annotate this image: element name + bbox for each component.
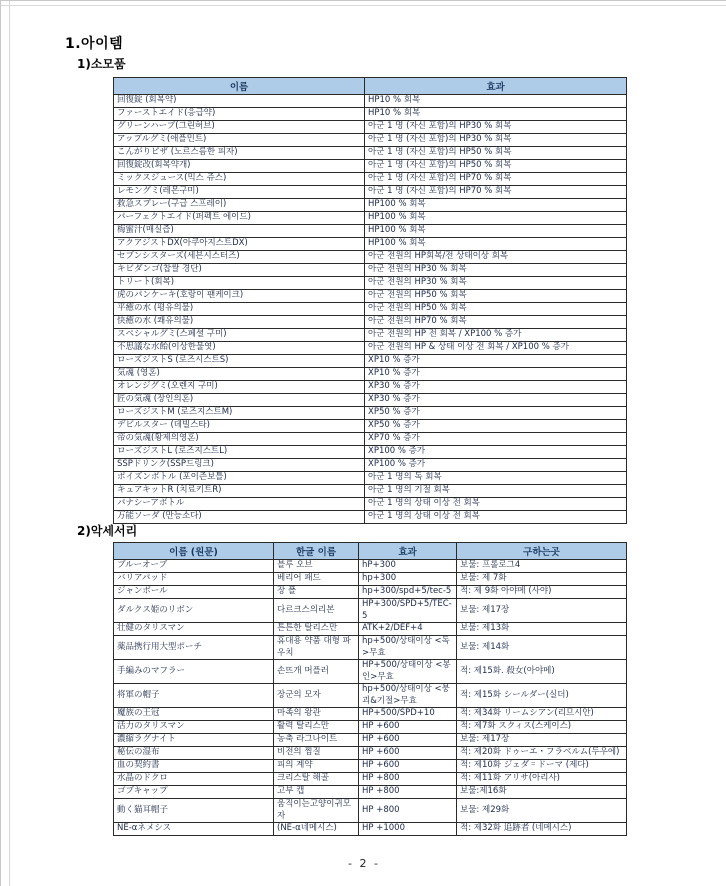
table-cell: ダルクス姫のリボン xyxy=(114,599,274,623)
table-row xyxy=(114,799,627,823)
table-cell: 아군 전원의 HP30 % 회복 xyxy=(365,264,627,277)
table-row xyxy=(114,316,627,329)
table-row xyxy=(114,394,627,407)
table-row xyxy=(114,290,627,303)
table-cell: hp+500/상태이상 <붕괴&기절>무효 xyxy=(359,684,457,708)
table-row xyxy=(114,121,627,134)
table-row xyxy=(114,636,627,660)
table-cell: こんがりピザ (노르스름한 피자) xyxy=(114,147,365,160)
table-cell: ブルーオーブ xyxy=(114,560,274,573)
table-cell: 아군 1 명 (자신 포함)의 HP30 % 회복 xyxy=(365,134,627,147)
table-cell: 고부 캡 xyxy=(274,786,359,799)
table-row xyxy=(114,459,627,472)
table-cell: 마족의 왕관 xyxy=(274,708,359,721)
table-row xyxy=(114,108,627,121)
table-cell: ATK+2/DEF+4 xyxy=(359,623,457,636)
table-cell: 아군 1 명의 상태 이상 전 회복 xyxy=(365,511,627,524)
table-row xyxy=(114,721,627,734)
table-cell: 농축 라그나이트 xyxy=(274,734,359,747)
table-row xyxy=(114,573,627,586)
table-cell: HP10 % 회복 xyxy=(365,108,627,121)
table-cell: 보물: 제17장 xyxy=(457,599,627,623)
table-cell: 비전의 찜질 xyxy=(274,747,359,760)
page-number: - 2 - xyxy=(348,857,380,870)
table-row xyxy=(114,303,627,316)
table-cell: ローズジストL (로즈지스트L) xyxy=(114,446,365,459)
table-cell: ローズジストS (로즈시스트S) xyxy=(114,355,365,368)
table-cell: レモングミ(레몬구미) xyxy=(114,186,365,199)
table-cell: SSPドリンク(SSP드링크) xyxy=(114,459,365,472)
table-cell: ローズジストM (로즈지스트M) xyxy=(114,407,365,420)
table-cell: XP100 % 증가 xyxy=(365,446,627,459)
table-cell: 血の契約書 xyxy=(114,760,274,773)
table-row xyxy=(114,747,627,760)
table-cell: NE-αネメシス xyxy=(114,823,274,836)
table-row xyxy=(114,95,627,108)
table-row xyxy=(114,599,627,623)
table-row xyxy=(114,186,627,199)
table-cell: 블루 오브 xyxy=(274,560,359,573)
table-cell: セブンシスターズ(세븐시스터즈) xyxy=(114,251,365,264)
table-cell: トリート(회복) xyxy=(114,277,365,290)
table-cell: HP10 % 회복 xyxy=(365,95,627,108)
table-cell: 장군의 모자 xyxy=(274,684,359,708)
table-row xyxy=(114,823,627,836)
table-cell: 万能ソーダ (만능소다) xyxy=(114,511,365,524)
table-cell: hp+300 xyxy=(359,573,457,586)
table-cell: hp+300/spd+5/tec-5 xyxy=(359,586,457,599)
table-row xyxy=(114,446,627,459)
table-cell: XP70 % 증가 xyxy=(365,433,627,446)
table-cell: XP30 % 증가 xyxy=(365,394,627,407)
table-row xyxy=(114,212,627,225)
table-cell: 아군 전원의 HP 전 회복 / XP100 % 증가 xyxy=(365,329,627,342)
table-cell: アップルグミ(애플민트) xyxy=(114,134,365,147)
table-header-row xyxy=(114,78,627,95)
table-cell: 다르크스의리본 xyxy=(274,599,359,623)
table-cell: HP+500/상태이상 <봉인>무효 xyxy=(359,660,457,684)
table-row xyxy=(114,381,627,394)
table-cell: 帝の気魂(황제의영혼) xyxy=(114,433,365,446)
table-cell: HP+500/SPD+10 xyxy=(359,708,457,721)
table-cell: 적: 제11화 アリサ(아리사) xyxy=(457,773,627,786)
table-row xyxy=(114,238,627,251)
table-cell: ポイズンボトル (포이즌보틀) xyxy=(114,472,365,485)
table-cell: 장 폴 xyxy=(274,586,359,599)
table-cell: スペシャルグミ(스페셜 구미) xyxy=(114,329,365,342)
table-cell: 아군 전원의 HP30 % 회복 xyxy=(365,277,627,290)
table-row xyxy=(114,511,627,524)
table-row xyxy=(114,760,627,773)
table-row xyxy=(114,225,627,238)
table-cell: パナシーアボトル xyxy=(114,498,365,511)
table-row xyxy=(114,485,627,498)
table-row xyxy=(114,472,627,485)
table-cell: 平癒の水 (평유의물) xyxy=(114,303,365,316)
table-cell: 적: 제7화 スクィス(스케이스) xyxy=(457,721,627,734)
table-cell: HP +800 xyxy=(359,786,457,799)
table-row xyxy=(114,623,627,636)
table-cell: 梅蜜汁(매실즙) xyxy=(114,225,365,238)
table-cell: 気魂 (영혼) xyxy=(114,368,365,381)
table-cell: 베리어 패드 xyxy=(274,573,359,586)
table-row xyxy=(114,786,627,799)
column-header-location: 구하는곳 xyxy=(457,543,627,560)
table-cell: 水晶のドクロ xyxy=(114,773,274,786)
table-cell: 手編みのマフラー xyxy=(114,660,274,684)
table-cell: XP10 % 증가 xyxy=(365,368,627,381)
table-row xyxy=(114,342,627,355)
table-cell: 匠の気魂 (장인의혼) xyxy=(114,394,365,407)
table-cell: 아군 전원의 HP & 상태 이상 전 회복 / XP100 % 증가 xyxy=(365,342,627,355)
table-cell: 아군 전원의 HP50 % 회복 xyxy=(365,290,627,303)
column-header-effect: 효과 xyxy=(365,78,627,95)
table-cell: オレンジグミ(오렌지 구미) xyxy=(114,381,365,394)
table-cell: 크리스탈 해골 xyxy=(274,773,359,786)
table-cell: 아군 1 명의 상태 이상 전 회복 xyxy=(365,498,627,511)
table-cell: 壮健のタリスマン xyxy=(114,623,274,636)
consumables-table xyxy=(113,77,627,524)
table-cell: 피의 계약 xyxy=(274,760,359,773)
table-cell: 적: 제34화 リームシアン(리므시안) xyxy=(457,708,627,721)
table-cell: 튼튼한 탈리스만 xyxy=(274,623,359,636)
table-cell: 아군 1 명 (자신 포함)의 HP30 % 회복 xyxy=(365,121,627,134)
table-cell: 回復錠改(회복약개) xyxy=(114,160,365,173)
table-cell: HP100 % 회복 xyxy=(365,225,627,238)
table-row xyxy=(114,134,627,147)
table-cell: 아군 전원의 HP70 % 회복 xyxy=(365,316,627,329)
table-cell: XP10 % 증가 xyxy=(365,355,627,368)
table-cell: 보물: 제29화 xyxy=(457,799,627,823)
table-cell: 救急スプレー(구급 스프레이) xyxy=(114,199,365,212)
table-cell: 적: 제15화 シールダー(실더) xyxy=(457,684,627,708)
table-cell: HP100 % 회복 xyxy=(365,212,627,225)
table-cell: 薬品携行用大型ポーチ xyxy=(114,636,274,660)
table-cell: 보물:제16화 xyxy=(457,786,627,799)
table-cell: 아군 1 명 (자신 포함)의 HP50 % 회복 xyxy=(365,147,627,160)
table-row xyxy=(114,355,627,368)
table-cell: 活力のタリスマン xyxy=(114,721,274,734)
table-cell: グリーンハーブ(그린허브) xyxy=(114,121,365,134)
table-cell: 虎のパンケーキ(호랑이 팬케이크) xyxy=(114,290,365,303)
table-row xyxy=(114,173,627,186)
table-cell: アクアジストDX(아쿠아지스트DX) xyxy=(114,238,365,251)
table-cell: 움직이는고양이귀모자 xyxy=(274,799,359,823)
table-row xyxy=(114,264,627,277)
table-cell: パーフェクトエイド(퍼펙트 에이드) xyxy=(114,212,365,225)
subsection-consumables-title: 1)소모품 xyxy=(77,57,126,71)
table-cell: 아군 1 명의 독 회복 xyxy=(365,472,627,485)
table-cell: XP50 % 증가 xyxy=(365,420,627,433)
table-cell: キビダンゴ(찹쌀 경단) xyxy=(114,264,365,277)
table-cell: デビルスター (데빌스타) xyxy=(114,420,365,433)
table-cell: HP +600 xyxy=(359,747,457,760)
table-row xyxy=(114,368,627,381)
table-cell: 적: 제15화. 殺女(아야메) xyxy=(457,660,627,684)
table-row xyxy=(114,160,627,173)
table-cell: HP +600 xyxy=(359,721,457,734)
table-cell: 将軍の帽子 xyxy=(114,684,274,708)
table-row xyxy=(114,684,627,708)
section-title: 1.아이템 xyxy=(65,36,124,52)
column-header-effect: 효과 xyxy=(359,543,457,560)
table-cell: 아군 전원의 HP50 % 회복 xyxy=(365,303,627,316)
table-row xyxy=(114,586,627,599)
table-row xyxy=(114,147,627,160)
table-cell: HP+300/SPD+5/TEC-5 xyxy=(359,599,457,623)
table-cell: 아군 전원의 HP회복/전 상태이상 회복 xyxy=(365,251,627,264)
table-row xyxy=(114,277,627,290)
table-row xyxy=(114,498,627,511)
table-cell: 휴대용 약품 대형 파우치 xyxy=(274,636,359,660)
table-cell: 快癒の水 (쾌유의물) xyxy=(114,316,365,329)
page-edge-left xyxy=(9,1,10,886)
table-cell: HP +800 xyxy=(359,773,457,786)
column-header-name: 이름 xyxy=(114,78,365,95)
table-cell: 不思議な水飴(이상한물엿) xyxy=(114,342,365,355)
table-cell: 적: 제20화 ドゥーエ・フラベルム(두우에) xyxy=(457,747,627,760)
table-cell: 回復錠 (회복약) xyxy=(114,95,365,108)
column-header-original-name: 이름 (원문) xyxy=(114,543,274,560)
table-row xyxy=(114,329,627,342)
table-row xyxy=(114,407,627,420)
table-row xyxy=(114,708,627,721)
page-edge-top xyxy=(1,5,726,6)
table-cell: 아군 1 명 (자신 포함)의 HP70 % 회복 xyxy=(365,173,627,186)
table-cell: 적: 제 9화 아야메 (사야) xyxy=(457,586,627,599)
table-cell: キュアキットR (치료키트R) xyxy=(114,485,365,498)
table-cell: 魔族の王冠 xyxy=(114,708,274,721)
table-cell: XP50 % 증가 xyxy=(365,407,627,420)
table-cell: HP +600 xyxy=(359,760,457,773)
table-cell: 아군 1 명의 기절 회복 xyxy=(365,485,627,498)
table-cell: ミックスジュース(믹스 쥬스) xyxy=(114,173,365,186)
table-cell: XP30 % 증가 xyxy=(365,381,627,394)
table-cell: XP100 % 증가 xyxy=(365,459,627,472)
subsection-accessories-title: 2)악세서리 xyxy=(77,524,138,538)
table-cell: hP+300 xyxy=(359,560,457,573)
table-cell: 보물: 프롤로그4 xyxy=(457,560,627,573)
table-cell: 動く猫耳帽子 xyxy=(114,799,274,823)
table-row xyxy=(114,734,627,747)
table-row xyxy=(114,420,627,433)
table-row xyxy=(114,251,627,264)
accessories-table xyxy=(113,542,627,836)
table-cell: HP +800 xyxy=(359,799,457,823)
table-cell: 아군 1 명 (자신 포함)의 HP70 % 회복 xyxy=(365,186,627,199)
table-row xyxy=(114,560,627,573)
table-row xyxy=(114,433,627,446)
table-cell: HP100 % 회복 xyxy=(365,238,627,251)
table-cell: 손뜨개 머플러 xyxy=(274,660,359,684)
table-cell: バリアパッド xyxy=(114,573,274,586)
table-cell: HP +1000 xyxy=(359,823,457,836)
table-cell: HP100 % 회복 xyxy=(365,199,627,212)
table-cell: 적: 제32화 追跡者 (네메시스) xyxy=(457,823,627,836)
table-cell: 보물: 제 7화 xyxy=(457,573,627,586)
table-row xyxy=(114,773,627,786)
table-cell: 濃縮ラグナイト xyxy=(114,734,274,747)
table-cell: 적: 제10화 ジェダ゠ドーマ (제다) xyxy=(457,760,627,773)
table-row xyxy=(114,660,627,684)
table-cell: (NE-α네메시스) xyxy=(274,823,359,836)
table-cell: 秘伝の湿布 xyxy=(114,747,274,760)
table-row xyxy=(114,199,627,212)
table-cell: ジャンボール xyxy=(114,586,274,599)
table-cell: hp+500/상태이상 <독>무효 xyxy=(359,636,457,660)
table-cell: 보물: 제13화 xyxy=(457,623,627,636)
table-cell: HP +600 xyxy=(359,734,457,747)
table-cell: ゴブキャップ xyxy=(114,786,274,799)
table-cell: 아군 1 명 (자신 포함)의 HP50 % 회복 xyxy=(365,160,627,173)
table-cell: 보물: 제17장 xyxy=(457,734,627,747)
table-cell: 보물: 제14화 xyxy=(457,636,627,660)
table-cell: 활력 탈리스만 xyxy=(274,721,359,734)
table-header-row xyxy=(114,543,627,560)
table-cell: ファーストエイド(응급약) xyxy=(114,108,365,121)
column-header-korean-name: 한글 이름 xyxy=(274,543,359,560)
